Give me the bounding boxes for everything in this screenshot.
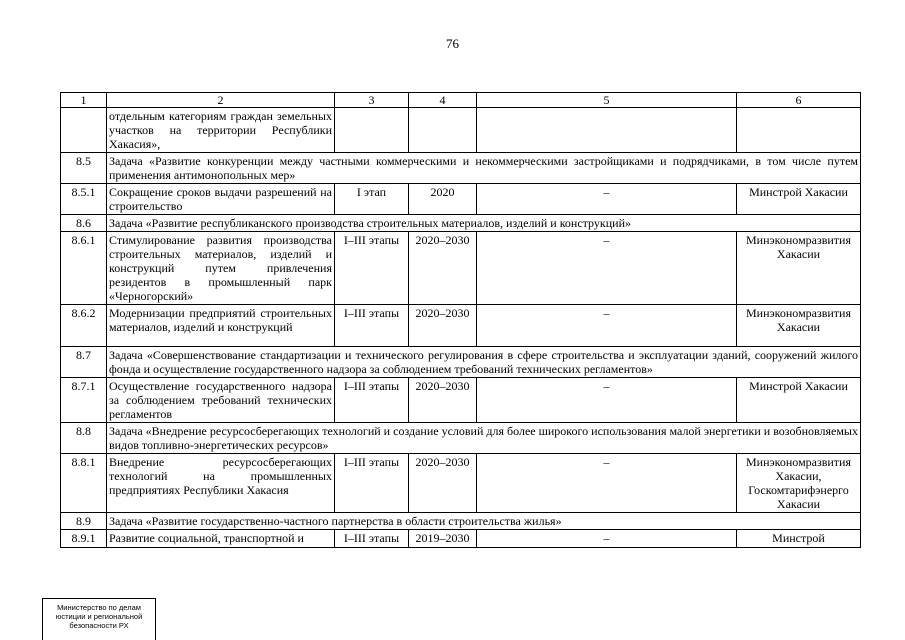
- executor-cell: Минэкономразвития Хакасии: [737, 305, 861, 347]
- row-number-cell: 8.7.1: [61, 378, 107, 423]
- task-text-cell: Задача «Развитие государственно-частного партнерства в области строительства жилья»: [107, 513, 861, 530]
- table-header-row: [61, 93, 861, 108]
- stage-cell: I–III этапы: [335, 530, 409, 548]
- stage-cell: [335, 108, 409, 153]
- year-cell: 2020–2030: [409, 232, 477, 305]
- result-cell: –: [477, 305, 737, 347]
- task-row: [61, 215, 861, 232]
- stamp-line: юстиции и региональной: [55, 612, 143, 621]
- task-row: [61, 347, 861, 378]
- stage-cell: I–III этапы: [335, 454, 409, 513]
- row-number-cell: 8.8: [61, 423, 107, 454]
- measure-name-cell: Сокращение сроков выдачи разрешений на строительство: [107, 184, 335, 215]
- executor-cell: [737, 108, 861, 153]
- page-number: 76: [446, 36, 459, 51]
- year-cell: 2020–2030: [409, 305, 477, 347]
- measure-name-cell: Модернизации предприятий строительных материалов, изделий и конструкций: [107, 305, 335, 347]
- ministry-stamp: [42, 598, 156, 640]
- result-cell: –: [477, 530, 737, 548]
- plan-table-body: [61, 93, 861, 548]
- executor-cell: Минэкономразвития Хакасии, Госкомтарифэнерго Хакасии: [737, 454, 861, 513]
- table-row: [61, 378, 861, 423]
- task-text-cell: Задача «Внедрение ресурсосберегающих технологий и создание условий для более широкого использования малой энергетики и возобновляемых видов топливно-энергетических ресурсов»: [107, 423, 861, 454]
- header-cell: 6: [737, 93, 861, 108]
- plan-table: [60, 92, 861, 548]
- result-cell: –: [477, 184, 737, 215]
- result-cell: –: [477, 378, 737, 423]
- table-row: [61, 184, 861, 215]
- year-cell: 2020–2030: [409, 378, 477, 423]
- measure-name-cell: Внедрение ресурсосберегающих технологий на промышленных предприятиях Республики Хакасия: [107, 454, 335, 513]
- stage-cell: I–III этапы: [335, 232, 409, 305]
- measure-name-cell: Осуществление государственного надзора за соблюдением требований технических регламентов: [107, 378, 335, 423]
- task-row: [61, 153, 861, 184]
- row-number-cell: 8.6: [61, 215, 107, 232]
- row-number-cell: 8.6.1: [61, 232, 107, 305]
- stamp-line: безопасности РХ: [69, 621, 129, 630]
- header-cell: 1: [61, 93, 107, 108]
- task-row: [61, 423, 861, 454]
- task-text-cell: Задача «Совершенствование стандартизации и технического регулирования в сфере строительства и эксплуатации зданий, сооружений жилого фонда и осуществление государственного надзора за соблюдением требований технических регламентов»: [107, 347, 861, 378]
- stage-cell: I этап: [335, 184, 409, 215]
- row-number-cell: [61, 108, 107, 153]
- executor-cell: Минстрой Хакасии: [737, 184, 861, 215]
- task-text-cell: Задача «Развитие республиканского производства строительных материалов, изделий и конструкций»: [107, 215, 861, 232]
- result-cell: –: [477, 454, 737, 513]
- measure-name-cell: Стимулирование развития производства строительных материалов, изделий и конструкций путем привлечения резидентов в промышленный парк «Черногорский»: [107, 232, 335, 305]
- header-cell: 3: [335, 93, 409, 108]
- header-cell: 4: [409, 93, 477, 108]
- year-cell: 2019–2030: [409, 530, 477, 548]
- executor-cell: Минэкономразвития Хакасии: [737, 232, 861, 305]
- stamp-line: Министерство по делам: [57, 603, 141, 612]
- table-row: [61, 530, 861, 548]
- stage-cell: I–III этапы: [335, 305, 409, 347]
- result-cell: [477, 108, 737, 153]
- table-row: [61, 232, 861, 305]
- stage-cell: I–III этапы: [335, 378, 409, 423]
- year-cell: [409, 108, 477, 153]
- row-number-cell: 8.6.2: [61, 305, 107, 347]
- row-number-cell: 8.9.1: [61, 530, 107, 548]
- table-row: [61, 108, 861, 153]
- year-cell: 2020–2030: [409, 454, 477, 513]
- executor-cell: Минстрой: [737, 530, 861, 548]
- result-cell: –: [477, 232, 737, 305]
- measure-name-cell: Развитие социальной, транспортной и: [107, 530, 335, 548]
- year-cell: 2020: [409, 184, 477, 215]
- row-number-cell: 8.5.1: [61, 184, 107, 215]
- row-number-cell: 8.8.1: [61, 454, 107, 513]
- task-text-cell: Задача «Развитие конкуренции между частными коммерческими и некоммерческими застройщиками и подрядчиками, в том числе путем применения антимонопольных мер»: [107, 153, 861, 184]
- header-cell: 5: [477, 93, 737, 108]
- measure-name-cell: отдельным категориям граждан земельных участков на территории Республики Хакасия»,: [107, 108, 335, 153]
- table-row: [61, 305, 861, 347]
- row-number-cell: 8.5: [61, 153, 107, 184]
- table-row: [61, 454, 861, 513]
- row-number-cell: 8.9: [61, 513, 107, 530]
- task-row: [61, 513, 861, 530]
- row-number-cell: 8.7: [61, 347, 107, 378]
- executor-cell: Минстрой Хакасии: [737, 378, 861, 423]
- header-cell: 2: [107, 93, 335, 108]
